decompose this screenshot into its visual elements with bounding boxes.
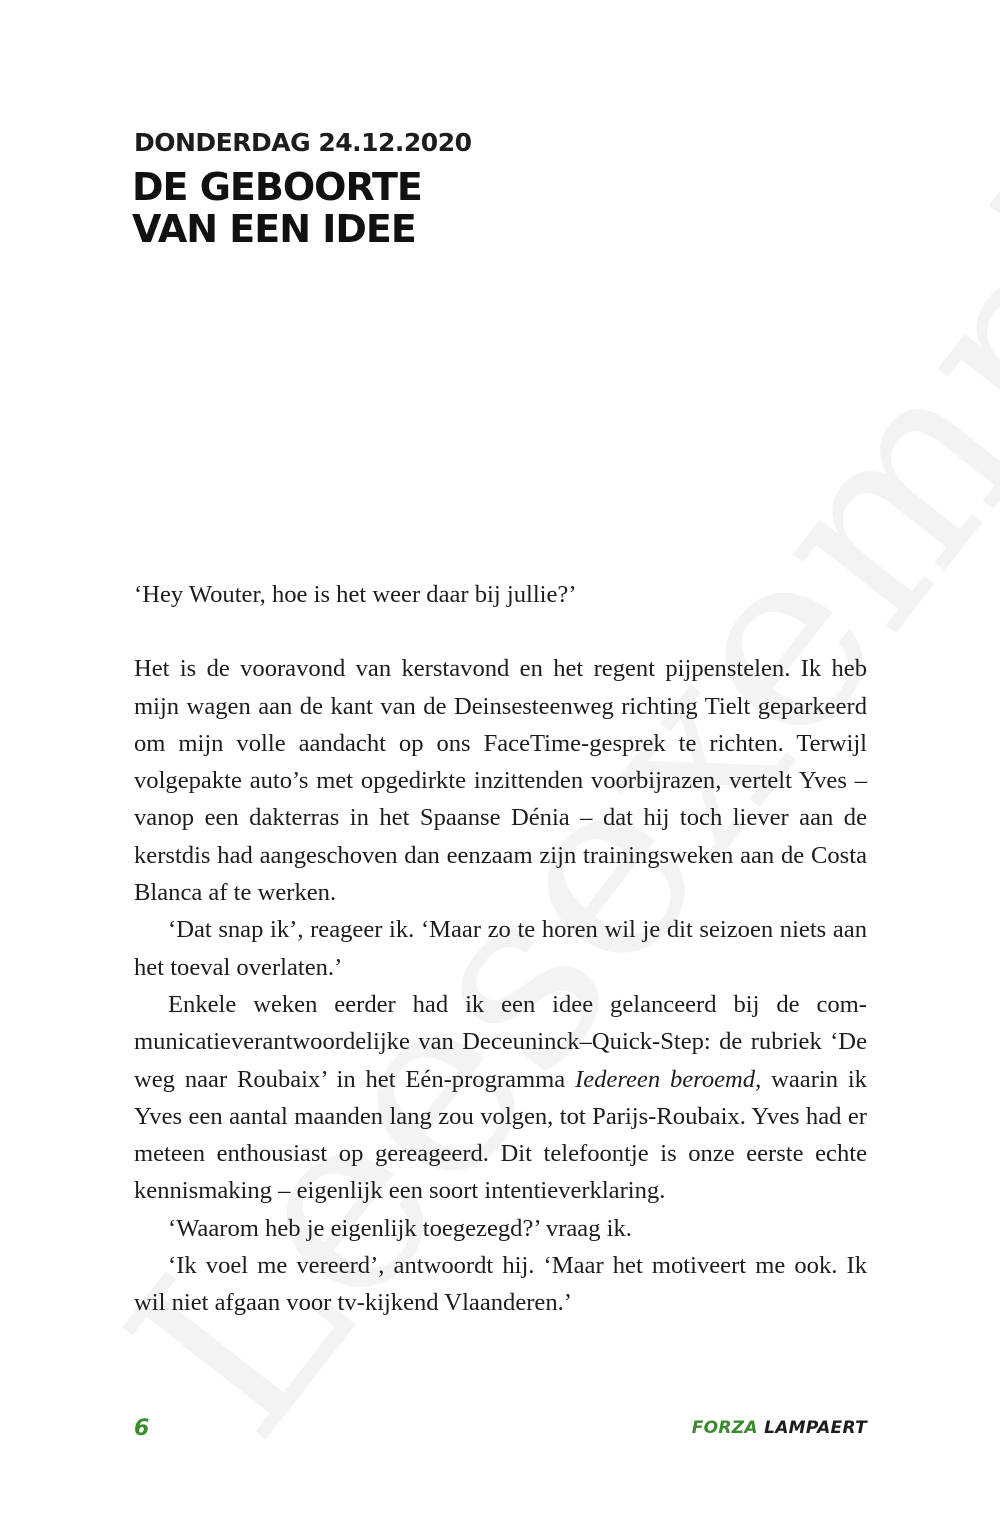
paragraph: ‘Ik voel me vereerd’, antwoordt hij. ‘Maar het motiveert me ook. Ik wil niet afgaan voor tv-kijkend Vlaanderen.’ — [134, 1252, 867, 1317]
paragraph-text: Enkele weken eerder had ik een idee gelanceerd bij de communicatieverantwoordelijke van Deceuninck–Quick-Step: de rubriek ‘De weg naar Roubaix’ in het Eén-programma — [134, 990, 867, 1093]
chapter-title-line-1: DE GEBOORTE — [132, 165, 422, 209]
running-footer — [692, 1418, 867, 1438]
paragraph: ‘Waarom heb je eigenlijk toegezegd?’ vraag ik. — [168, 1214, 632, 1242]
paragraph — [134, 986, 867, 1210]
paragraph: Het is de vooravond van kerstavond en het regent pijpenstelen. Ik heb mijn wagen aan de kant van de Deinsesteenweg richting Tielt geparkeerd om mijn volle aandacht op ons FaceTime-gesprek te richten. Terwijl volgepakte auto’s met opgedirkte inzittenden voorbijrazen, vertelt Yves – vanop een dakterras in het Spaanse Dénia – dat hij toch liever aan de kerstdis had aangeschoven dan eenzaam zijn trainingsweken aan de Costa Blanca af te werken. — [134, 655, 867, 907]
body-text — [134, 576, 867, 1322]
paragraph: ‘Hey Wouter, hoe is het weer daar bij jullie?’ — [134, 581, 577, 608]
paragraph-text: , waarin ik Yves een aantal maanden lang zou volgen, tot Parijs-Roubaix. Yves had er meteen enthousiast op gereageerd. Dit telefoontje is onze eerste echte kennismaking – eigenlijk een soort intentieverklaring. — [134, 1065, 867, 1205]
chapter-title — [132, 166, 422, 250]
page-number: 6 — [134, 1416, 150, 1441]
paragraph: ‘Dat snap ik’, reageer ik. ‘Maar zo te horen wil je dit seizoen niets aan het toeval overlaten.’ — [134, 916, 867, 981]
programme-title: Iedereen beroemd — [575, 1065, 756, 1093]
chapter-title-line-2: VAN EEN IDEE — [132, 207, 416, 251]
footer-brand-black: LAMPAERT — [764, 1418, 867, 1438]
footer-brand-green: FORZA — [691, 1418, 758, 1438]
chapter-date: DONDERDAG 24.12.2020 — [134, 128, 472, 157]
